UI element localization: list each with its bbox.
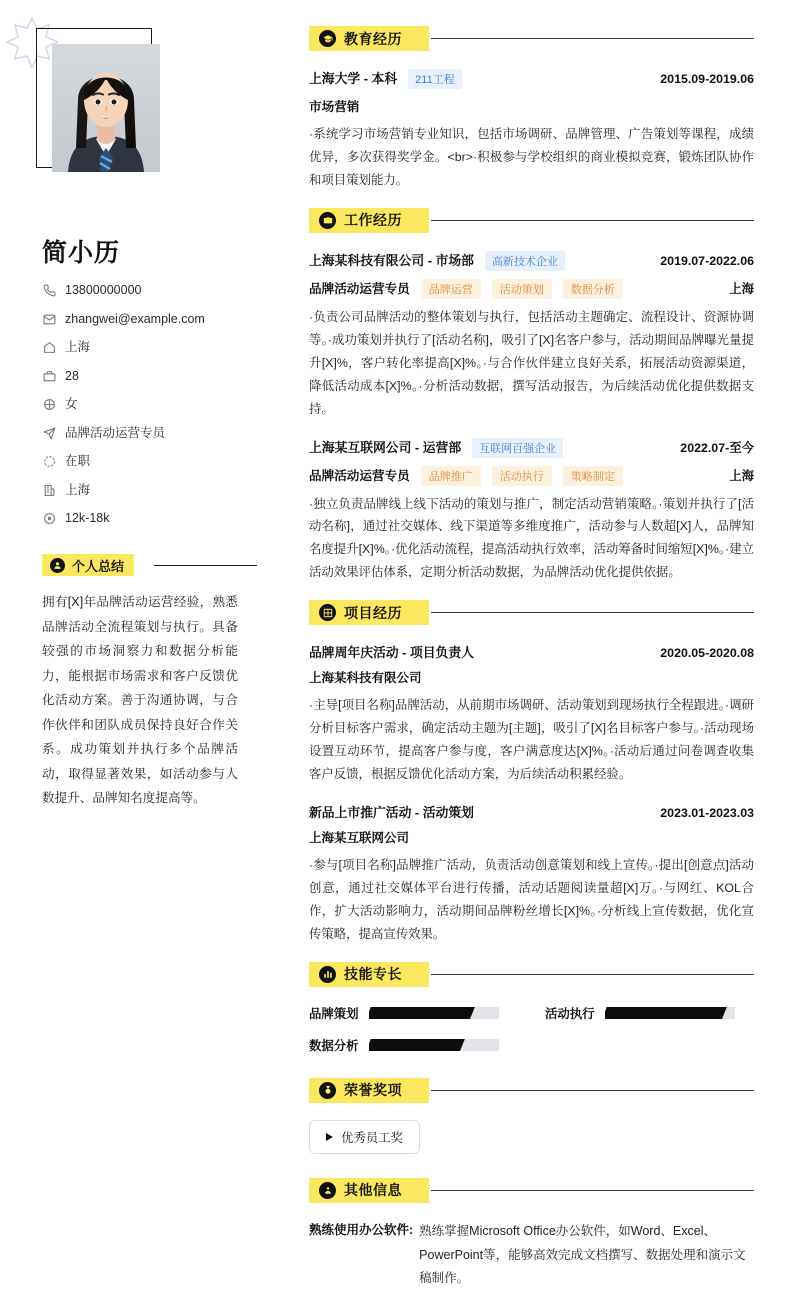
- skill-bar: [369, 1007, 499, 1019]
- contact-email-value: zhangwei@example.com: [65, 311, 205, 326]
- contact-age: [42, 369, 271, 384]
- section-other: [309, 1178, 754, 1291]
- work-company: 上海某互联网公司 - 运营部: [309, 439, 462, 455]
- section-skills: [309, 962, 754, 1054]
- work-rule: [431, 220, 754, 221]
- case-icon: [319, 212, 336, 229]
- contact-status-value: 在职: [65, 454, 91, 468]
- summary-text: 拥有[X]年品牌活动运营经验，熟悉品牌活动全流程策划与执行。具备较强的市场洞察力和数据分析能力，能根据市场需求和客户反馈优化活动方案。善于沟通协调，与合作伙伴和团队成员保持良好合作关系。成功策划并执行多个品牌活动，取得显著效果，如活动参与人数提升、品牌知名度提高等。: [42, 595, 238, 806]
- section-summary: [42, 554, 257, 811]
- work-skill-tag: 品牌推广: [421, 466, 481, 486]
- building-icon: [42, 483, 56, 497]
- skill-bar: [369, 1039, 499, 1051]
- education-header: [309, 26, 754, 51]
- skill-row: [309, 1036, 499, 1054]
- play-triangle-icon: [326, 1133, 333, 1141]
- education-date: 2015.09-2019.06: [660, 72, 754, 86]
- sidebar: [0, 0, 295, 1258]
- briefcase-icon: [42, 369, 56, 383]
- contact-work-city-value: 上海: [65, 482, 91, 497]
- summary-header: [42, 554, 257, 576]
- skill-bar: [605, 1007, 735, 1019]
- projects-header: [309, 600, 754, 625]
- send-icon: [42, 426, 56, 440]
- work-company: 上海某科技有限公司 - 市场部: [309, 252, 474, 268]
- info-icon: [319, 1182, 336, 1199]
- work-row-role: [309, 278, 754, 299]
- contact-salary-value: 12k-18k: [65, 511, 110, 525]
- work-location: 上海: [729, 468, 754, 483]
- section-education: [309, 26, 754, 192]
- work-date: 2022.07-至今: [680, 440, 754, 455]
- cap-icon: [319, 30, 336, 47]
- work-row-top: [309, 437, 754, 458]
- project-row-top: [309, 802, 754, 821]
- projects-rule: [431, 612, 754, 613]
- work-company-tag: 高新技术企业: [485, 251, 565, 271]
- other-title: 其他信息: [344, 1182, 402, 1199]
- project-company: 上海某互联网公司: [309, 831, 410, 845]
- project-row-top: [309, 642, 754, 661]
- project-desc: ·主导[项目名称]品牌活动，从前期市场调研、活动策划到现场执行全程跟进。·调研分析目标客户需求，确定活动主题为[主题]，吸引了[X]名目标客户参与。·活动现场设置互动环节，提高客户参与度，客户满意度达[X]%。·活动后通过问卷调查收集客户反馈，根据反馈优化活动方案，为后续活动积累经验。: [309, 698, 754, 782]
- summary-title: 个人总结: [72, 558, 125, 574]
- status-icon: [42, 455, 56, 469]
- grid-icon: [319, 604, 336, 621]
- photo-block: [36, 28, 206, 203]
- work-skill-tag: 品牌运营: [421, 279, 481, 299]
- other-row: [309, 1220, 754, 1291]
- work-company-tag: 互联网百强企业: [472, 438, 563, 458]
- skill-name: 活动执行: [545, 1006, 595, 1021]
- work-header: [309, 208, 754, 233]
- honors-rule: [431, 1090, 754, 1091]
- person-name: 简小历: [42, 239, 121, 267]
- honors-title: 荣誉奖项: [344, 1082, 402, 1099]
- education-title: 教育经历: [344, 30, 402, 47]
- chart-icon: [319, 966, 336, 983]
- skill-bar-fill: [369, 1039, 465, 1051]
- education-entry: [309, 68, 754, 192]
- projects-title: 项目经历: [344, 604, 402, 621]
- project-date: 2023.01-2023.03: [660, 806, 754, 820]
- work-title: 工作经历: [344, 212, 402, 229]
- contact-position: [42, 426, 271, 441]
- education-school: 上海大学 - 本科: [309, 71, 398, 86]
- education-row-top: [309, 68, 754, 89]
- contact-gender-value: 女: [65, 397, 78, 411]
- other-value: 熟练掌握Microsoft Office办公软件，如Word、Excel、PowerPoint等，能够高效完成文档撰写、数据处理和演示文稿制作。: [419, 1223, 746, 1286]
- work-desc: ·独立负责品牌线上线下活动的策划与推广，制定活动营销策略。·策划并执行了[活动名称]，通过社交媒体、线下渠道等多维度推广，活动参与人数超[X]人，品牌知名度提升[X]%。·优化活动流程，提高活动执行效率，活动筹备时间缩短[X]%。·建立活动效果评估体系，定期分析活动数据，为品牌活动优化提供依据。: [309, 496, 754, 580]
- contact-hometown-value: 上海: [65, 340, 91, 354]
- contact-list: [42, 283, 271, 526]
- contact-status: [42, 454, 271, 469]
- work-row-top: [309, 250, 754, 271]
- skills-title: 技能专长: [344, 966, 402, 983]
- contact-gender: [42, 397, 271, 412]
- contact-age-value: 28: [65, 368, 79, 383]
- work-skill-tag: 活动策划: [492, 279, 552, 299]
- avatar: [52, 44, 160, 172]
- main-content: [295, 0, 794, 1286]
- work-role: 品牌活动运营专员: [309, 468, 410, 483]
- home-icon: [42, 341, 56, 355]
- salary-icon: [42, 512, 56, 526]
- summary-rule: [154, 565, 257, 566]
- work-entry: [309, 437, 754, 585]
- project-entry: [309, 642, 754, 786]
- work-skill-tag: 策略制定: [563, 466, 623, 486]
- skills-header: [309, 962, 754, 987]
- skills-rule: [431, 974, 754, 975]
- skill-row: [545, 1004, 735, 1022]
- contact-phone: [42, 283, 271, 298]
- phone-icon: [42, 284, 56, 298]
- work-entry: [309, 250, 754, 421]
- gender-icon: [42, 398, 56, 412]
- project-entry: [309, 802, 754, 946]
- work-desc: ·负责公司品牌活动的整体策划与执行，包括活动主题确定、流程设计、资源协调等。·成功策划并执行了[活动名称]，吸引了[X]名客户参与，活动期间品牌曝光量提升[X]%，客户转化率提高[X]%。·与合作伙伴建立良好关系，拓展活动资源渠道，降低活动成本[X]%。·分析活动数据，撰写活动报告，为后续活动优化提供数据支持。: [309, 309, 754, 416]
- work-date: 2019.07-2022.06: [660, 253, 754, 268]
- honors-header: [309, 1078, 754, 1103]
- project-name: 新品上市推广活动 - 活动策划: [309, 805, 474, 820]
- honors-list: [309, 1120, 754, 1154]
- skill-name: 品牌策划: [309, 1006, 359, 1021]
- work-location: 上海: [729, 281, 754, 296]
- project-date: 2020.05-2020.08: [660, 646, 754, 661]
- education-rule: [431, 38, 754, 39]
- section-work: [309, 208, 754, 584]
- other-label: 熟练使用办公软件:: [309, 1222, 414, 1237]
- skill-bar-fill: [605, 1007, 727, 1019]
- contact-phone-value: 13800000000: [65, 283, 142, 297]
- education-major: 市场营销: [309, 100, 360, 114]
- other-header: [309, 1178, 754, 1203]
- mail-icon: [42, 312, 56, 326]
- section-projects: [309, 600, 754, 946]
- project-name: 品牌周年庆活动 - 项目负责人: [309, 645, 474, 661]
- skills-grid: [309, 1004, 754, 1054]
- project-desc: ·参与[项目名称]品牌推广活动，负责活动创意策划和线上宣传。·提出[创意点]活动创意，通过社交媒体平台进行传播，活动话题阅读量超[X]万。·与网红、KOL合作，扩大活动影响力，活动期间品牌粉丝增长[X]%。·分析线上宣传数据，优化宣传策略，提高宣传效果。: [309, 858, 754, 941]
- section-honors: [309, 1078, 754, 1154]
- work-role: 品牌活动运营专员: [309, 281, 410, 296]
- medal-icon: [319, 1082, 336, 1099]
- other-rule: [431, 1190, 754, 1191]
- contact-hometown: [42, 340, 271, 355]
- education-desc: ·系统学习市场营销专业知识，包括市场调研、品牌管理、广告策划等课程，成绩优异，多次获得奖学金。<br>·积极参与学校组织的商业模拟竞赛，锻炼团队协作和项目策划能力。: [309, 127, 754, 187]
- person-icon: [50, 558, 65, 573]
- contact-work-city: [42, 483, 271, 498]
- contact-email: [42, 312, 271, 327]
- honor-chip[interactable]: [309, 1120, 420, 1154]
- skill-name: 数据分析: [309, 1038, 359, 1053]
- work-skill-tag: 活动执行: [492, 466, 552, 486]
- work-row-role: [309, 465, 754, 486]
- contact-salary: [42, 511, 271, 526]
- work-skill-tag: 数据分析: [563, 279, 623, 299]
- honor-label: 优秀员工奖: [341, 1130, 403, 1145]
- skill-row: [309, 1004, 499, 1022]
- education-tag: 211工程: [408, 69, 462, 89]
- skill-bar-fill: [369, 1007, 475, 1019]
- project-company: 上海某科技有限公司: [309, 671, 422, 686]
- contact-position-value: 品牌活动运营专员: [65, 425, 166, 440]
